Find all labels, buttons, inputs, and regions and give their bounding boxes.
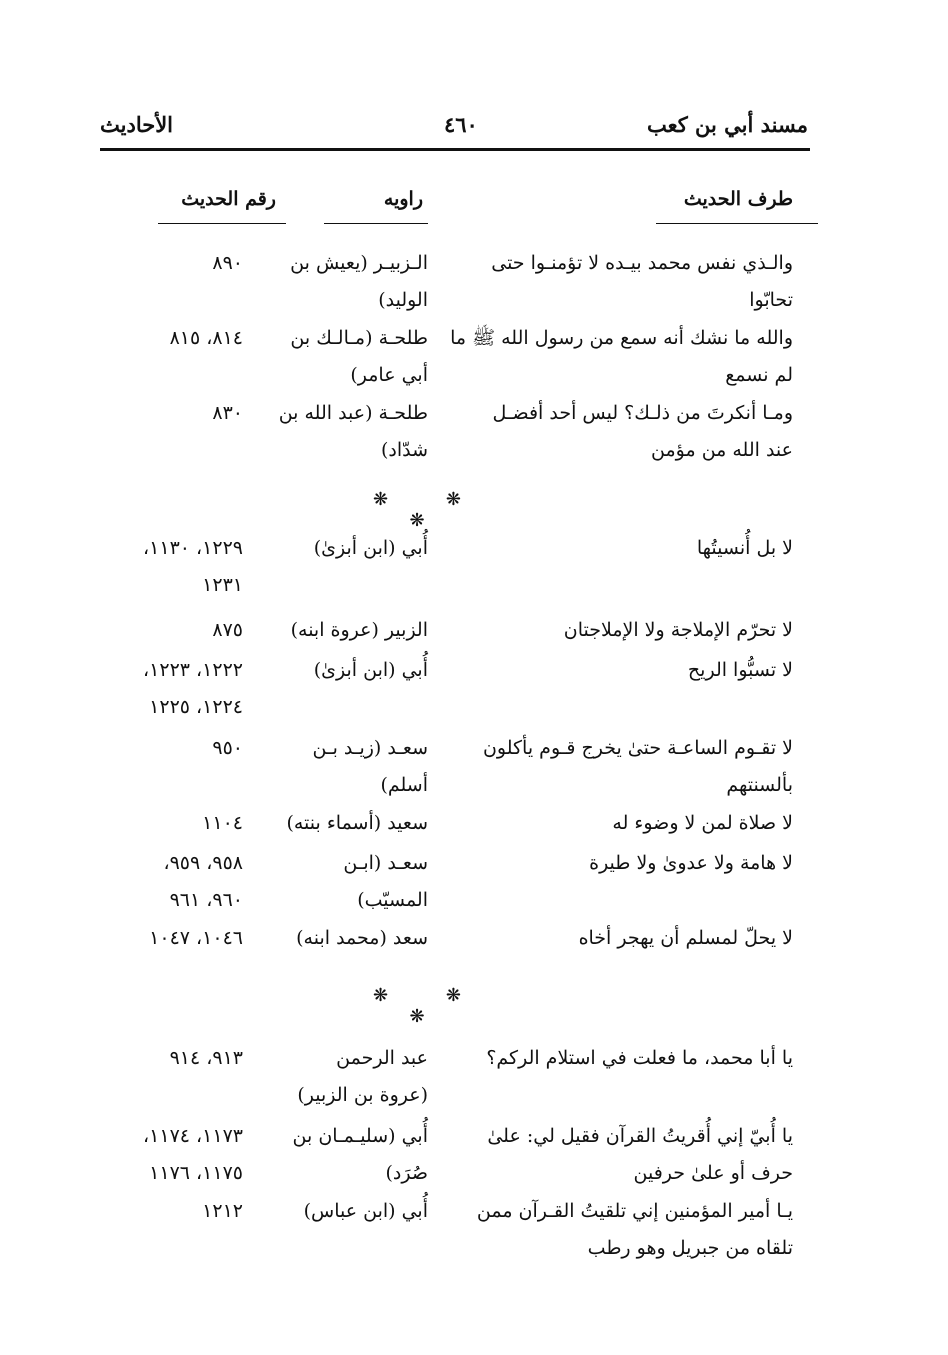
hadith-text <box>453 1118 793 1192</box>
hadith-text-line: يا أبا محمد، ما فعلت في استلام الركم؟ <box>486 1047 793 1069</box>
hadith-numbers-line: ١٠٤٦، ١٠٤٧ <box>149 927 243 949</box>
narrator-line: شدّاد) <box>380 439 428 461</box>
section-separator: ❋ ❋ ❋ <box>373 985 487 1027</box>
hadith-numbers <box>73 612 243 649</box>
hadith-text-line: لا صلاة لمن لا وضوء له <box>612 812 793 834</box>
hadith-text-line: تلقاه من جبريل وهو رطب <box>587 1237 793 1259</box>
hadith-text <box>453 1193 793 1267</box>
narrator-line: أسلم) <box>380 774 428 796</box>
narrator <box>273 612 428 649</box>
hadith-numbers-line: ١٢٣١ <box>202 574 243 596</box>
hadith-text <box>453 920 793 957</box>
narrator-line: الزبير (عروة ابنه) <box>290 619 428 641</box>
narrator-line: طلحـة (مـالـك بن <box>290 327 428 349</box>
hadith-text-line: لا هامة ولا عدوىٰ ولا طيرة <box>589 852 793 874</box>
hadith-numbers-line: ١٢٢٤، ١٢٢٥ <box>149 696 243 718</box>
narrator <box>273 395 428 469</box>
page-number: ٤٦٠ <box>444 112 478 137</box>
hadith-text-line: عند الله من مؤمن <box>651 439 793 461</box>
hadith-numbers <box>73 1118 243 1192</box>
narrator <box>273 530 428 567</box>
hadith-text <box>450 320 793 394</box>
hadith-text-line: يـا أمير المؤمنين إني تلقيتُ القـرآن ممن <box>476 1200 793 1222</box>
narrator <box>273 730 428 804</box>
book-title: مسند أبي بن كعب <box>646 112 808 137</box>
hadith-numbers <box>73 395 243 432</box>
narrator <box>273 1193 428 1230</box>
hadith-text-line: والله ما نشك أنه سمع من رسول الله ﷺ ما <box>450 327 793 349</box>
hadith-text <box>453 612 793 649</box>
narrator-line: عبد الرحمن <box>336 1047 428 1069</box>
hadith-numbers <box>73 805 243 842</box>
narrator-line: طلحـة (عبد الله بن <box>278 402 428 424</box>
hadith-text <box>453 652 793 689</box>
narrator <box>273 652 428 689</box>
hadith-text-line: لا بل أُنسيتُها <box>696 537 793 559</box>
hadith-text <box>453 530 793 567</box>
hadith-numbers-line: ١٢٢٩، ١١٣٠، <box>143 537 243 559</box>
header-rule <box>100 148 810 151</box>
hadith-numbers <box>73 1040 243 1077</box>
section-title: الأحاديث <box>100 112 174 137</box>
hadith-numbers-line: ٩٦٠، ٩٦١ <box>169 889 243 911</box>
hadith-text <box>453 395 793 469</box>
hadith-numbers <box>73 845 243 919</box>
narrator-line: صُرَد) <box>385 1162 428 1184</box>
column-header-hadith <box>684 188 793 210</box>
hadith-text-line: بألسنتهم <box>726 774 793 796</box>
hadith-numbers-line: ٨٣٠ <box>212 402 243 424</box>
hadith-text-line: تحابّوا <box>749 289 793 311</box>
hadith-text <box>453 845 793 882</box>
hadith-numbers <box>73 920 243 957</box>
narrator <box>273 805 428 842</box>
hadith-text-line: لا تقـوم الساعـة حتىٰ يخرج قـوم يأكلون <box>482 737 793 759</box>
narrator-line: سعد (محمد ابنه) <box>296 927 428 949</box>
hadith-numbers <box>73 320 243 357</box>
hadith-text-line: لا تسبُّوا الريح <box>687 659 793 681</box>
narrator <box>273 1118 428 1192</box>
hadith-numbers-line: ٩٥٨، ٩٥٩، <box>163 852 243 874</box>
narrator-line: أُبي (ابن أبزىٰ) <box>313 659 428 681</box>
hadith-numbers <box>73 530 243 604</box>
narrator-line: الـزبيـر (يعيش بن <box>290 252 428 274</box>
hadith-numbers-line: ٩٥٠ <box>212 737 243 759</box>
hadith-numbers-line: ٩١٣، ٩١٤ <box>169 1047 243 1069</box>
narrator-line: أُبي (سليـمـان بن <box>292 1125 428 1147</box>
hadith-text <box>453 245 793 319</box>
narrator-line: أبي عامر) <box>350 364 428 386</box>
hadith-numbers-line: ٨٧٥ <box>212 619 243 641</box>
narrator <box>273 1040 428 1114</box>
column-header-rawi <box>384 188 423 210</box>
hadith-numbers-line: ١١٧٥، ١١٧٦ <box>149 1162 243 1184</box>
narrator-line: الوليد) <box>378 289 428 311</box>
hadith-text <box>453 1040 793 1077</box>
hadith-numbers-line: ١١٧٣، ١١٧٤، <box>143 1125 243 1147</box>
column-header-number-label: رقم الحديث <box>181 188 276 210</box>
hadith-text-line: يا أُبيّ إني أُقريتُ القرآن فقيل لي: علىٰ <box>487 1125 793 1147</box>
narrator <box>273 920 428 957</box>
hadith-numbers-line: ٨١٤، ٨١٥ <box>169 327 243 349</box>
column-underline <box>656 223 818 224</box>
narrator-line: أُبي (ابن أبزىٰ) <box>313 537 428 559</box>
narrator <box>273 845 428 919</box>
hadith-text-line: لا تحرّم الإملاجة ولا الإملاجتان <box>563 619 793 641</box>
hadith-numbers-line: ١٢٢٢، ١٢٢٣، <box>143 659 243 681</box>
column-underline <box>158 223 286 224</box>
hadith-text-line: والـذي نفس محمد بيـده لا تؤمنـوا حتى <box>491 252 793 274</box>
hadith-numbers-line: ٨٩٠ <box>212 252 243 274</box>
column-underline <box>324 223 428 224</box>
section-separator: ❋ ❋ ❋ <box>373 489 487 531</box>
narrator-line: (عروة بن الزبير) <box>297 1084 428 1106</box>
hadith-text <box>453 730 793 804</box>
hadith-numbers <box>73 652 243 726</box>
hadith-text-line: لم نسمع <box>725 364 793 386</box>
hadith-text-line: لا يحلّ لمسلم أن يهجر أخاه <box>578 927 793 949</box>
narrator-line: سعيد (أسماء بنته) <box>286 812 428 834</box>
column-header-rawi-label: راويه <box>383 188 423 210</box>
narrator-line: سعـد (زيـد بـن <box>312 737 428 759</box>
narrator <box>273 245 428 319</box>
hadith-text <box>453 805 793 842</box>
narrator-line: أُبي (ابن عباس) <box>303 1200 428 1222</box>
hadith-numbers <box>73 1193 243 1230</box>
column-header-number <box>181 188 276 210</box>
running-header <box>100 112 808 146</box>
column-header-hadith-label: طرف الحديث <box>683 188 793 210</box>
hadith-text-line: حرف أو علىٰ حرفين <box>633 1162 793 1184</box>
narrator-line: سعـد (ابـن <box>343 852 428 874</box>
hadith-text-line: ومـا أنكرتَ من ذلـك؟ ليس أحد أفضـل <box>492 402 793 424</box>
hadith-numbers <box>73 730 243 767</box>
hadith-numbers <box>73 245 243 282</box>
hadith-numbers-line: ١١٠٤ <box>202 812 243 834</box>
hadith-numbers-line: ١٢١٢ <box>202 1200 243 1222</box>
narrator <box>273 320 428 394</box>
narrator-line: المسيّب) <box>357 889 428 911</box>
